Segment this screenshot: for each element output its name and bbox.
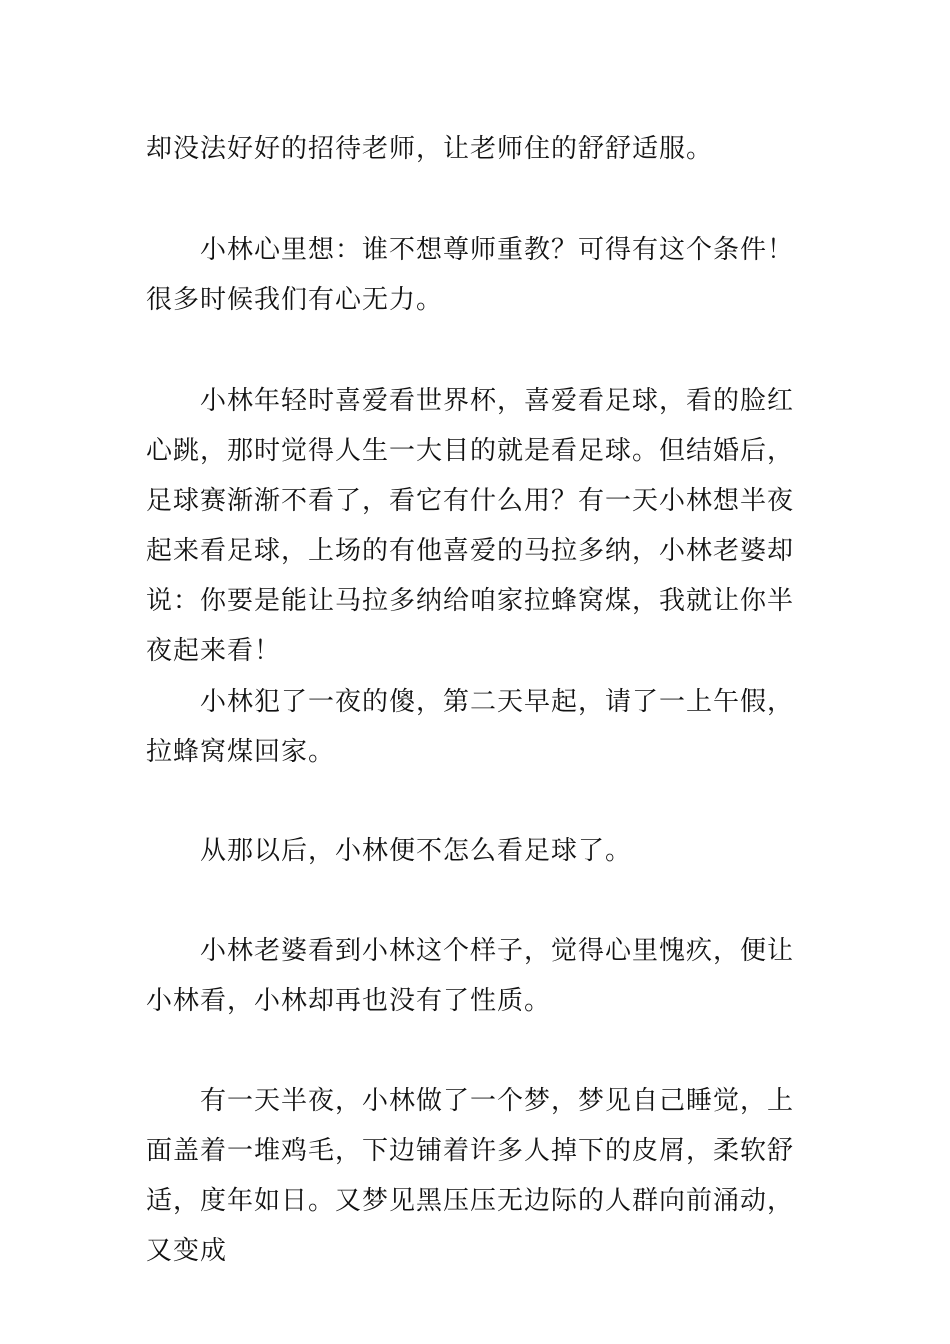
paragraph: 小林犯了一夜的傻，第二天早起，请了一上午假，拉蜂窝煤回家。 xyxy=(146,687,795,767)
paragraph: 小林心里想：谁不想尊师重教？可得有这个条件！很多时候我们有心无力。 xyxy=(146,235,795,315)
paragraph-continuation: 却没法好好的招待老师，让老师住的舒舒适服。 xyxy=(146,134,714,164)
paragraph: 小林老婆看到小林这个样子，觉得心里愧疚，便让小林看，小林却再也没有了性质。 xyxy=(146,936,795,1016)
paragraph: 有一天半夜，小林做了一个梦，梦见自己睡觉，上面盖着一堆鸡毛，下边铺着许多人掉下的皮屑，柔软舒适，度年如日。又梦见黑压压无边际的人群向前涌动，又变成 xyxy=(146,1086,795,1266)
paragraph: 小林年轻时喜爱看世界杯，喜爱看足球，看的脸红心跳，那时觉得人生一大目的就是看足球。但结婚后，足球赛渐渐不看了，看它有什么用？有一天小林想半夜起来看足球，上场的有他喜爱的马拉多纳，小林老婆却说：你要是能让马拉多纳给咱家拉蜂窝煤，我就让你半夜起来看！ xyxy=(146,386,795,666)
paragraph: 从那以后，小林便不怎么看足球了。 xyxy=(200,836,633,866)
